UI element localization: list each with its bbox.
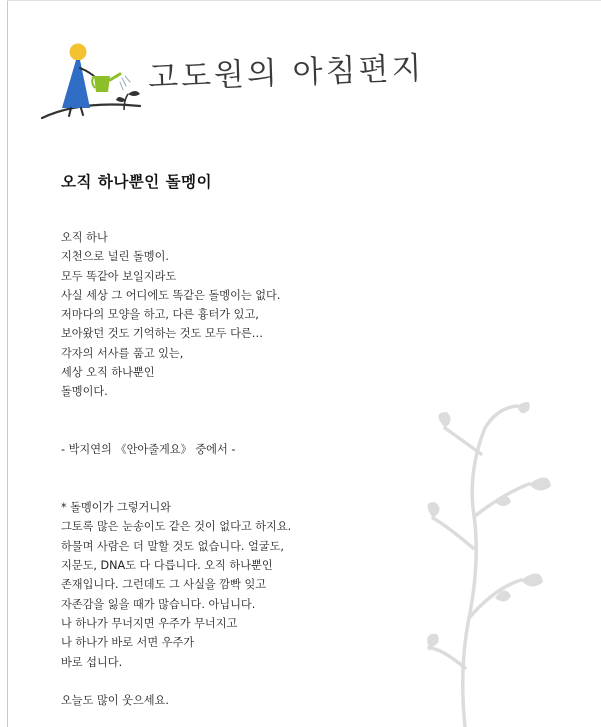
text-line: 존재입니다. 그런데도 그 사실을 깜빡 잊고 xyxy=(61,578,267,592)
left-border-line xyxy=(7,0,8,727)
article-title: 오직 하나뿐인 돌멩이 xyxy=(61,173,213,191)
source-citation: - 박지연의 《안아줄게요》 중에서 - xyxy=(61,443,236,457)
text-line: 자존감을 잃을 때가 많습니다. 아닙니다. xyxy=(61,597,256,611)
top-border-line xyxy=(7,0,601,1)
site-title: 고도원의 아침편지 xyxy=(147,50,426,96)
text-line: 나 하나가 바로 서면 우주가 xyxy=(61,636,195,650)
text-line: 바로 섭니다. xyxy=(61,655,123,669)
text-line: 오직 하나 xyxy=(61,231,108,244)
watering-figure-icon xyxy=(40,38,150,128)
paragraph-closing xyxy=(61,691,361,710)
text-line: 각자의 서사를 품고 있는, xyxy=(61,346,184,360)
text-line: * 돌멩이가 그렇거니와 xyxy=(61,501,171,515)
text-line: 저마다의 모양을 하고, 다른 흉터가 있고, xyxy=(61,308,259,322)
text-line: 세상 오직 하나뿐인 xyxy=(61,366,155,380)
article-body xyxy=(61,228,361,710)
paragraph-poem xyxy=(61,228,361,402)
plant-icon xyxy=(425,398,555,727)
paragraph-commentary xyxy=(61,498,361,672)
text-line: 사실 세상 그 어디에도 똑같은 돌멩이는 없다. xyxy=(61,288,281,302)
text-line: 하물며 사람은 더 말할 것도 없습니다. 얼굴도, xyxy=(61,539,284,553)
logo xyxy=(40,38,426,128)
text-line: 지천으로 널린 돌멩이. xyxy=(61,250,169,264)
text-line: 나 하나가 무너지면 우주가 무너지고 xyxy=(61,616,238,630)
text-line: 모두 똑같아 보일지라도 xyxy=(61,269,177,283)
closing-line: 오늘도 많이 웃으세요. xyxy=(61,694,169,708)
text-line: 지문도, DNA도 다 다릅니다. 오직 하나뿐인 xyxy=(61,559,273,573)
text-line: 그토록 많은 눈송이도 같은 것이 없다고 하지요. xyxy=(61,520,292,534)
paragraph-source xyxy=(61,440,361,459)
text-line: 돌멩이다. xyxy=(61,385,108,399)
text-line: 보아왔던 것도 기억하는 것도 모두 다른… xyxy=(61,327,263,341)
